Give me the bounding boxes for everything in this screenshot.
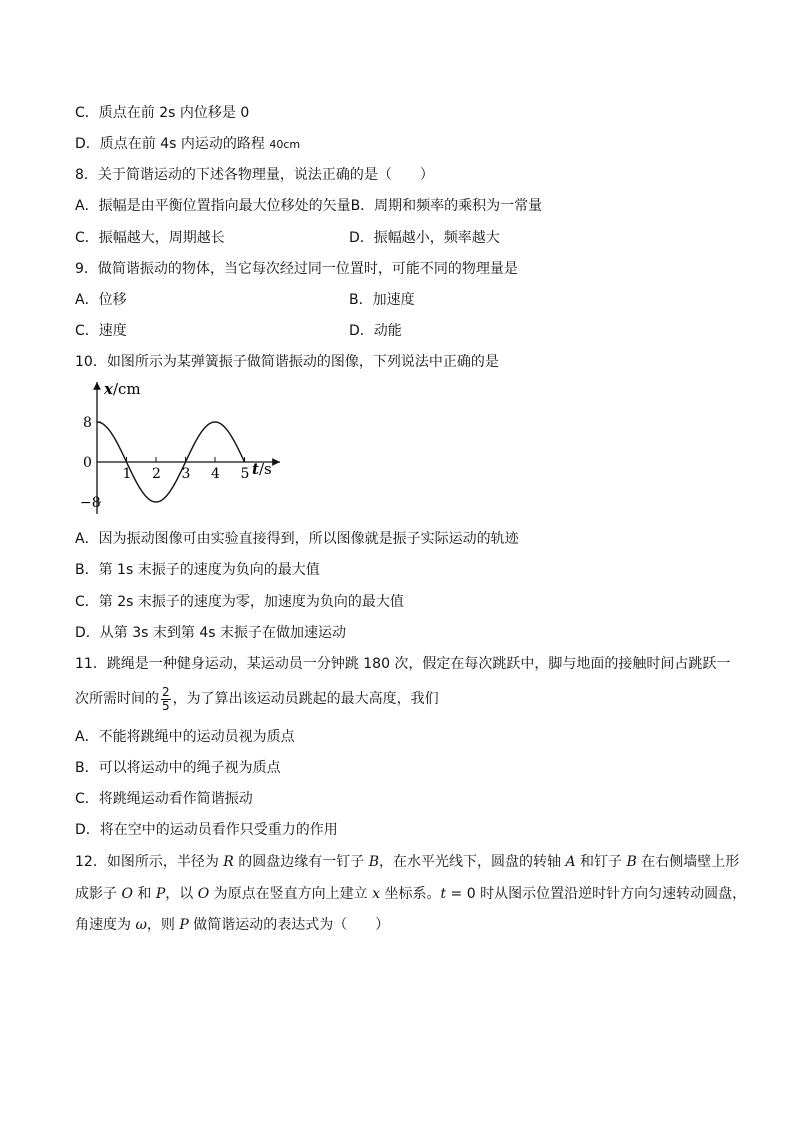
q7-option-d-value: 40cm [269,138,301,151]
q8-row-ab [75,197,542,215]
q8-stem: 8．关于简谐运动的下述各物理量，说法正确的是（ ） [75,167,434,183]
q11-stem-line1: 11．跳绳是一种健身运动，某运动员一分钟跳 180 次，假定在每次跳跃中，脚与地面的接触时间占跳跃一 [75,656,731,672]
q11-fraction-den: 5 [162,698,170,713]
q9-option-a: A．位移 [75,292,127,308]
q9-stem: 9．做简谐振动的物体，当它每次经过同一位置时，可能不同的物理量是 [75,261,518,277]
q8-option-c: C．振幅越大，周期越长 [75,230,225,246]
x-tick-label: 5 [240,466,250,482]
q9-row-ab [75,291,715,309]
q12-stem-line3: 角速度为 ω，则 P 做简谐运动的表达式为（ ） [75,917,390,933]
q11-fraction-num: 2 [162,684,170,699]
y-axis-label: x/cm [104,380,141,398]
q9-row-cd [75,322,715,340]
q10-option-d: D．从第 3s 末到第 4s 末振子在做加速运动 [75,625,346,641]
q8-option-b: B．周期和频率的乘积为一常量 [350,198,543,214]
q11-stem-post: ，为了算出该运动员跳起的最大高度，我们 [172,691,439,707]
x-axis-label: t/s [252,460,272,478]
q10-option-c: C．第 2s 末振子的速度为零，加速度为负向的最大值 [75,594,404,610]
q11-stem-pre: 次所需时间的 [75,691,159,707]
q7-option-c: C．质点在前 2s 内位移是 0 [75,105,250,121]
q11-option-d: D．将在空中的运动员看作只受重力的作用 [75,822,338,838]
q11-stem-line2 [75,685,439,713]
q10-stem: 10．如图所示为某弹簧振子做简谐振动的图像，下列说法中正确的是 [75,354,499,370]
q8-row-cd [75,229,715,247]
q9-option-c: C．速度 [75,323,127,339]
q11-option-a: A．不能将跳绳中的运动员视为质点 [75,729,295,745]
y-tick-label: −8 [80,495,101,511]
q11-fraction [161,686,171,713]
q9-option-d: D．动能 [349,323,402,339]
q10-vibration-graph [80,378,290,518]
q7-option-d [75,135,300,154]
x-tick-label: 3 [181,466,191,482]
q12-stem-line1: 12．如图所示，半径为 R 的圆盘边缘有一钉子 B，在水平光线下，圆盘的转轴 A 和钉子 B 在右侧墙壁上形 [75,854,740,870]
x-tick-label: 1 [122,466,132,482]
y-tick-label: 8 [83,415,92,431]
x-tick-label: 2 [152,466,161,482]
q8-option-d: D．振幅越小，频率越大 [349,230,500,246]
q11-option-b: B．可以将运动中的绳子视为质点 [75,760,281,776]
q9-option-b: B．加速度 [349,292,415,308]
q7-option-d-text: D．质点在前 4s 内运动的路程 [75,136,270,152]
q11-option-c: C．将跳绳运动看作简谐振动 [75,791,253,807]
q10-option-b: B．第 1s 末振子的速度为负向的最大值 [75,562,320,578]
q12-stem-line2: 成影子 O 和 P，以 O 为原点在竖直方向上建立 x 坐标系。t = 0 时从图示位置沿逆时针方向匀速转动圆盘， [75,886,747,902]
q8-option-a: A．振幅是由平衡位置指向最大位移处的矢量 [75,198,351,214]
x-tick-label: 4 [211,466,220,482]
q10-option-a: A．因为振动图像可由实验直接得到，所以图像就是振子实际运动的轨迹 [75,531,519,547]
origin-label: 0 [83,455,92,471]
